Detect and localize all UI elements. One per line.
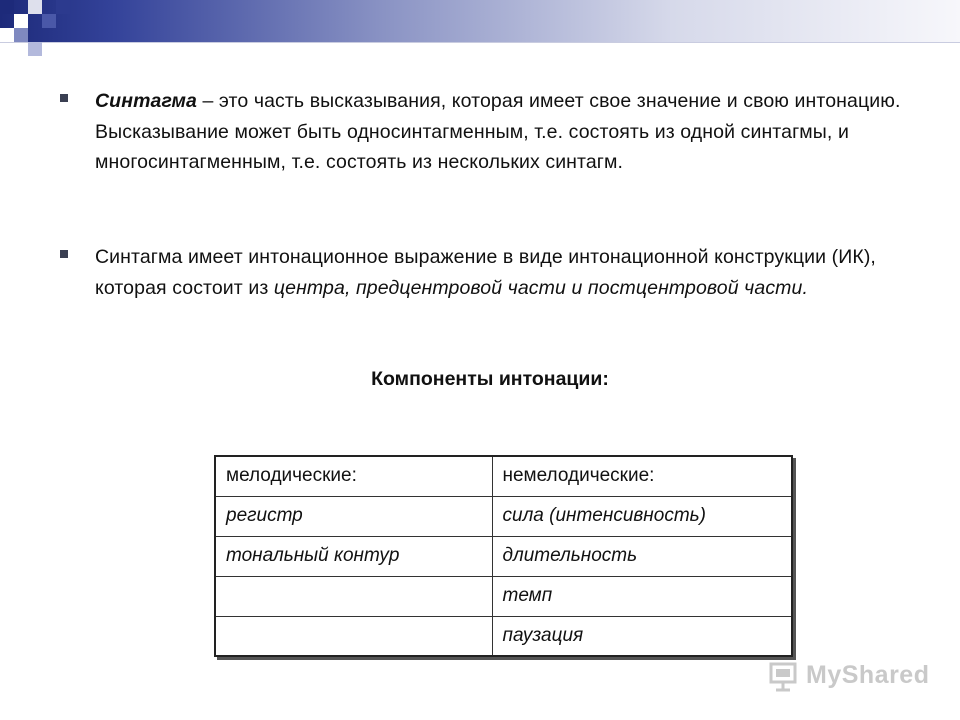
table-cell: сила (интенсивность) bbox=[492, 496, 792, 536]
table-row bbox=[215, 616, 792, 656]
decorative-square bbox=[14, 28, 28, 42]
table-header-cell: мелодические: bbox=[215, 456, 492, 496]
table-cell: длительность bbox=[492, 536, 792, 576]
table-row bbox=[215, 496, 792, 536]
decorative-square bbox=[0, 0, 14, 14]
table-cell: паузация bbox=[492, 616, 792, 656]
bullet-text bbox=[95, 242, 920, 303]
bullet-text bbox=[95, 86, 920, 178]
construction-text: Синтагма имеет интонационное выражение в виде интонационной конструкции (ИК), которая состоит из bbox=[95, 246, 876, 299]
decorative-square bbox=[42, 14, 56, 28]
table-cell bbox=[215, 576, 492, 616]
decorative-square bbox=[28, 0, 42, 14]
intonation-components-table bbox=[214, 455, 793, 657]
bullet-syntagma-definition bbox=[60, 86, 920, 178]
myshared-watermark bbox=[768, 655, 929, 695]
decorative-square bbox=[14, 14, 28, 28]
table-cell: темп bbox=[492, 576, 792, 616]
definition-text: – это часть высказывания, которая имеет свое значение и свою интонацию. bbox=[196, 90, 901, 112]
table-header-row bbox=[215, 456, 792, 496]
table-header-cell: немелодические: bbox=[492, 456, 792, 496]
components-title: Компоненты интонации: bbox=[371, 368, 609, 390]
presentation-board-icon bbox=[768, 658, 802, 692]
slide-header-bar bbox=[0, 0, 960, 42]
table-cell: тональный контур bbox=[215, 536, 492, 576]
term-syntagma: Синтагма bbox=[95, 90, 197, 112]
square-bullet-icon bbox=[60, 94, 68, 102]
decorative-square bbox=[56, 0, 70, 14]
table-row bbox=[215, 576, 792, 616]
decorative-square bbox=[28, 42, 42, 56]
table-cell: регистр bbox=[215, 496, 492, 536]
construction-parts-text: центра, предцентровой части и постцентровой части. bbox=[273, 276, 808, 299]
utterance-text: Высказывание может быть односинтагменным, т.е. состоять из одной синтагмы, и многосинтагменным, т.е. состоять из нескольких синтагм. bbox=[95, 120, 849, 173]
decorative-square bbox=[0, 28, 14, 42]
square-bullet-icon bbox=[60, 250, 68, 258]
bullet-intonation-construction bbox=[60, 242, 920, 303]
table-cell bbox=[215, 616, 492, 656]
watermark-text: MyShared bbox=[806, 660, 930, 689]
table-row bbox=[215, 536, 792, 576]
